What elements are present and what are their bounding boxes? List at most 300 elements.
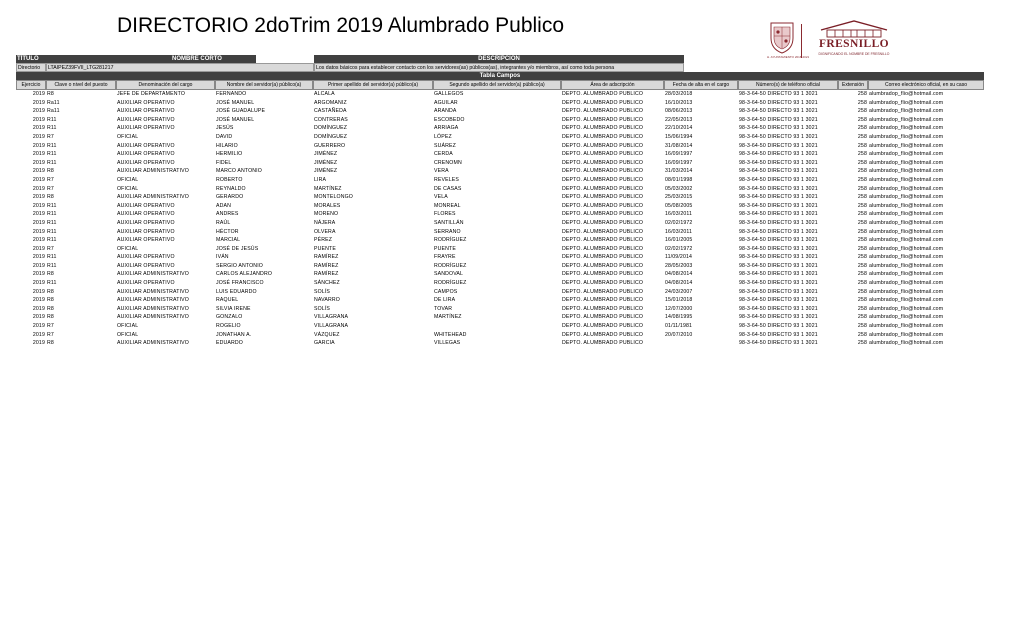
telefono-cell: 98-3-64-50 DIRECTO 93 1 3021 [739,142,818,149]
area-cell: DEPTO. ALUMBRADO PUBLICO [562,125,644,132]
fecha-alta-cell: 02/02/1972 [665,245,693,252]
table-row [16,99,984,108]
nombre-cell: MARCIAL [216,237,241,244]
area-cell: DEPTO. ALUMBRADO PUBLICO [562,280,644,287]
fecha-alta-cell: 28/03/2018 [665,91,693,97]
col-header: Área de adscripción [561,80,664,90]
clave-cell: R7 [47,185,54,192]
table-row [16,167,984,176]
telefono-cell: 98-3-64-50 DIRECTO 93 1 3021 [739,340,818,347]
fecha-alta-cell: 16/10/2013 [665,99,693,106]
fecha-alta-cell: 16/01/2005 [665,237,693,244]
nombre-cell: JONATHAN A. [216,331,252,338]
table-row [16,253,984,262]
nombre-cell: JOSÉ GUADALUPE [216,108,266,115]
ejercicio-cell: 2019 [32,91,45,97]
building-icon [815,20,893,38]
clave-cell: R8 [47,340,54,347]
ejercicio-cell: 2019 [32,237,45,244]
email-cell: alumbradop_flio@hotmail.com [869,159,944,166]
fecha-alta-cell: 01/11/1981 [665,323,693,330]
clave-cell: R8 [47,194,54,201]
clave-cell: R11 [47,262,57,269]
cargo-cell: AUXILIAR OPERATIVO [117,142,175,149]
nombre-cell: FERNANDO [216,91,247,97]
clave-cell: R7 [47,323,54,330]
area-cell: DEPTO. ALUMBRADO PUBLICO [562,142,644,149]
clave-cell: R11 [47,151,57,158]
telefono-cell: 98-3-64-50 DIRECTO 93 1 3021 [739,297,818,304]
segundo-apellido-cell: DE LIRA [434,297,456,304]
cargo-cell: AUXILIAR OPERATIVO [117,151,175,158]
table-row [16,90,984,99]
table-row [16,270,984,279]
email-cell: alumbradop_flio@hotmail.com [869,108,944,115]
email-cell: alumbradop_flio@hotmail.com [869,228,944,235]
primer-apellido-cell: SOLÍS [314,305,331,312]
segundo-apellido-cell: CRENOMN [434,159,462,166]
email-cell: alumbradop_flio@hotmail.com [869,202,944,209]
nombre-cell: RAQUEL [216,297,239,304]
clave-cell: R7 [47,331,54,338]
segundo-apellido-cell: WHITEHEAD [434,331,467,338]
cargo-cell: AUXILIAR ADMINISTRATIVO [117,314,189,321]
table-row [16,279,984,288]
ejercicio-cell: 2019 [32,159,45,166]
col-header: Primer apellido del servidor(a) público(a) [313,80,433,90]
cargo-cell: AUXILIAR OPERATIVO [117,228,175,235]
col-header: Ejercicio [16,80,46,90]
area-cell: DEPTO. ALUMBRADO PUBLICO [562,194,644,201]
table-row [16,305,984,314]
primer-apellido-cell: RAMÍREZ [314,271,339,278]
nombre-cell: HERMILIO [216,151,243,158]
email-cell: alumbradop_flio@hotmail.com [869,271,944,278]
clave-cell: R11 [47,219,57,226]
table-row [16,210,984,219]
area-cell: DEPTO. ALUMBRADO PUBLICO [562,151,644,158]
segundo-apellido-cell [433,322,561,331]
extension-cell: 258 [857,142,867,149]
ejercicio-cell: 2019 [32,271,45,278]
extension-cell: 258 [857,314,867,321]
clave-cell: R11 [47,202,57,209]
col-header: Denominación del cargo [116,80,215,90]
table-row [16,150,984,159]
ejercicio-cell: 2019 [32,245,45,252]
area-cell: DEPTO. ALUMBRADO PUBLICO [562,314,644,321]
extension-cell: 258 [857,280,867,287]
telefono-cell: 98-3-64-50 DIRECTO 93 1 3021 [739,228,818,235]
directory-table [16,90,984,348]
ejercicio-cell: 2019 [32,108,45,115]
segundo-apellido-cell: RODRÍGUEZ [434,262,467,269]
directory-rows [16,90,984,348]
area-cell: DEPTO. ALUMBRADO PUBLICO [562,168,644,175]
table-row [16,288,984,297]
primer-apellido-cell: MORALES [314,202,341,209]
clave-cell: R11 [47,280,57,287]
fecha-alta-cell: 28/05/2003 [665,262,693,269]
extension-cell: 258 [857,228,867,235]
fecha-alta-cell: 16/03/2011 [665,228,693,235]
telefono-cell: 98-3-64-50 DIRECTO 93 1 3021 [739,151,818,158]
primer-apellido-cell: MARTÍNEZ [314,185,342,192]
primer-apellido-cell: JIMÉNEZ [314,159,338,166]
email-cell: alumbradop_flio@hotmail.com [869,288,944,295]
email-cell: alumbradop_flio@hotmail.com [869,305,944,312]
email-cell: alumbradop_flio@hotmail.com [869,211,944,218]
fecha-alta-cell: 20/07/2010 [665,331,693,338]
ejercicio-cell: 2019 [32,142,45,149]
area-cell: DEPTO. ALUMBRADO PUBLICO [562,262,644,269]
area-cell: DEPTO. ALUMBRADO PUBLICO [562,91,644,97]
clave-cell: R7 [47,176,54,183]
table-row [16,124,984,133]
area-cell: DEPTO. ALUMBRADO PUBLICO [562,159,644,166]
ejercicio-cell: 2019 [32,280,45,287]
extension-cell: 258 [857,116,867,123]
segundo-apellido-cell: MONREAL [434,202,461,209]
clave-cell: R11 [47,254,57,261]
email-cell: alumbradop_flio@hotmail.com [869,280,944,287]
nombre-cell: JOSÉ DE JESÚS [216,245,259,252]
telefono-cell: 98-3-64-50 DIRECTO 93 1 3021 [739,254,818,261]
primer-apellido-cell: JIMÉNEZ [314,151,338,158]
ejercicio-cell: 2019 [32,297,45,304]
fecha-alta-cell: 15/01/2018 [665,297,693,304]
primer-apellido-cell: LIRA [314,176,327,183]
nombre-cell: JOSÉ MANUEL [216,116,255,123]
clave-cell: R8 [47,314,54,321]
cargo-cell: AUXILIAR ADMINISTRATIVO [117,168,189,175]
cargo-cell: AUXILIAR OPERATIVO [117,280,175,287]
telefono-cell: 98-3-64-50 DIRECTO 93 1 3021 [739,245,818,252]
primer-apellido-cell: ARGOMANIZ [314,99,347,106]
email-cell: alumbradop_flio@hotmail.com [869,331,944,338]
cargo-cell: AUXILIAR OPERATIVO [117,108,175,115]
primer-apellido-cell: ALCALA [314,91,335,97]
clave-cell: R11 [47,211,57,218]
email-cell: alumbradop_flio@hotmail.com [869,340,944,347]
nombre-cell: SERGIO ANTONIO [216,262,263,269]
cargo-cell: OFICIAL [117,176,139,183]
segundo-apellido-cell: CERDA [434,151,453,158]
titulo-label: TÍTULO [16,55,138,63]
ejercicio-cell: 2019 [32,305,45,312]
col-header: Fecha de alta en el cargo [664,80,738,90]
area-cell: DEPTO. ALUMBRADO PUBLICO [562,108,644,115]
email-cell: alumbradop_flio@hotmail.com [869,142,944,149]
extension-cell: 258 [857,323,867,330]
nombre-cell: REYNALDO [216,185,246,192]
segundo-apellido-cell: VELA [434,194,448,201]
fecha-alta-cell: 16/09/1997 [665,151,693,158]
descripcion-value: Los datos básicos para establecer contacto con los servidores(as) públicos(as), integrantes y/o miembros, así como toda persona [314,63,684,72]
cargo-cell: AUXILIAR ADMINISTRATIVO [117,340,189,347]
primer-apellido-cell: SOLÍS [314,288,331,295]
extension-cell: 258 [857,125,867,132]
telefono-cell: 98-3-64-50 DIRECTO 93 1 3021 [739,99,818,106]
nombre-cell: GONZALO [216,314,243,321]
table-row [16,116,984,125]
header-labels-row [16,55,984,63]
segundo-apellido-cell: REVELES [434,176,459,183]
extension-cell: 258 [857,297,867,304]
area-cell: DEPTO. ALUMBRADO PUBLICO [562,331,644,338]
col-header: Extensión [838,80,868,90]
cargo-cell: AUXILIAR OPERATIVO [117,125,175,132]
table-row [16,322,984,331]
telefono-cell: 98-3-64-50 DIRECTO 93 1 3021 [739,91,818,97]
primer-apellido-cell: GUERRERO [314,142,346,149]
cargo-cell: AUXILIAR ADMINISTRATIVO [117,288,189,295]
email-cell: alumbradop_flio@hotmail.com [869,245,944,252]
clave-cell: R7 [47,245,54,252]
primer-apellido-cell: NAVARRO [314,297,340,304]
email-cell: alumbradop_flio@hotmail.com [869,116,944,123]
ejercicio-cell: 2019 [32,288,45,295]
primer-apellido-cell: PÉREZ [314,237,333,244]
segundo-apellido-cell: DE CASAS [434,185,462,192]
telefono-cell: 98-3-64-50 DIRECTO 93 1 3021 [739,159,818,166]
segundo-apellido-cell: RODRÍGUEZ [434,280,467,287]
nombre-cell: JESÚS [216,125,234,132]
clave-cell: R8 [47,288,54,295]
area-cell: DEPTO. ALUMBRADO PUBLICO [562,185,644,192]
email-cell: alumbradop_flio@hotmail.com [869,176,944,183]
fecha-alta-cell: 08/06/2013 [665,108,693,115]
extension-cell: 258 [857,202,867,209]
telefono-cell: 98-3-64-50 DIRECTO 93 1 3021 [739,305,818,312]
nombre-cell: CARLOS ALEJANDRO [216,271,273,278]
col-header: Clave o nivel del puesto [46,80,116,90]
primer-apellido-cell: DOMÍNGUEZ [314,125,348,132]
nombre-cell: ROGELIO [216,323,241,330]
ejercicio-cell: 2019 [32,331,45,338]
primer-apellido-cell: RAMÍREZ [314,262,339,269]
segundo-apellido-cell: VILLEGAS [434,340,461,347]
telefono-cell: 98-3-64-50 DIRECTO 93 1 3021 [739,133,818,140]
email-cell: alumbradop_flio@hotmail.com [869,237,944,244]
extension-cell: 258 [857,331,867,338]
email-cell: alumbradop_flio@hotmail.com [869,168,944,175]
cargo-cell: AUXILIAR OPERATIVO [117,99,175,106]
col-header: Correo electrónico oficial, en su caso [868,80,984,90]
primer-apellido-cell: CONTRERAS [314,116,348,123]
extension-cell: 258 [857,262,867,269]
nombre-corto-label: NOMBRE CORTO [138,55,256,63]
segundo-apellido-cell: SANDOVAL [434,271,464,278]
fecha-alta-cell: 31/08/2014 [665,142,693,149]
ejercicio-cell: 2019 [32,219,45,226]
area-cell: DEPTO. ALUMBRADO PUBLICO [562,202,644,209]
table-row [16,236,984,245]
cargo-cell: AUXILIAR ADMINISTRATIVO [117,271,189,278]
table-row [16,193,984,202]
nombre-cell: GERARDO [216,194,244,201]
email-cell: alumbradop_flio@hotmail.com [869,185,944,192]
clave-cell: R11 [47,125,57,132]
extension-cell: 258 [857,168,867,175]
fecha-alta-cell: 02/02/1972 [665,219,693,226]
area-cell: DEPTO. ALUMBRADO PUBLICO [562,305,644,312]
nombre-cell: IVÁN [216,254,229,261]
extension-cell: 258 [857,219,867,226]
area-cell: DEPTO. ALUMBRADO PUBLICO [562,237,644,244]
extension-cell: 258 [857,245,867,252]
header-values-row [16,63,984,72]
table-row [16,339,984,348]
ejercicio-cell: 2019 [32,211,45,218]
cargo-cell: AUXILIAR ADMINISTRATIVO [117,297,189,304]
titulo-value: Directorio [16,63,46,72]
col-header: Número(s) de teléfono oficial [738,80,838,90]
email-cell: alumbradop_flio@hotmail.com [869,297,944,304]
extension-cell: 258 [857,185,867,192]
fecha-alta-cell: 04/08/2014 [665,280,693,287]
email-cell: alumbradop_flio@hotmail.com [869,133,944,140]
extension-cell: 258 [857,288,867,295]
ejercicio-cell: 2019 [32,99,45,106]
ejercicio-cell: 2019 [32,314,45,321]
clave-cell: R8 [47,168,54,175]
ejercicio-cell: 2019 [32,202,45,209]
table-row [16,331,984,340]
descripcion-label: DESCRIPCIÓN [314,55,684,63]
table-row [16,202,984,211]
clave-cell: R8 [47,305,54,312]
nombre-cell: HÉCTOR [216,228,239,235]
area-cell: DEPTO. ALUMBRADO PUBLICO [562,323,644,330]
telefono-cell: 98-3-64-50 DIRECTO 93 1 3021 [739,314,818,321]
extension-cell: 258 [857,340,867,347]
segundo-apellido-cell: VERA [434,168,449,175]
fecha-alta-cell: 24/03/2007 [665,288,693,295]
table-row [16,142,984,151]
cargo-cell: AUXILIAR OPERATIVO [117,237,175,244]
table-row [16,228,984,237]
area-cell: DEPTO. ALUMBRADO PUBLICO [562,219,644,226]
nombre-cell: MARCO ANTONIO [216,168,262,175]
segundo-apellido-cell: ARANDA [434,108,457,115]
email-cell: alumbradop_flio@hotmail.com [869,151,944,158]
cargo-cell: AUXILIAR ADMINISTRATIVO [117,194,189,201]
nombre-cell: HILARIO [216,142,238,149]
primer-apellido-cell: RAMÍREZ [314,254,339,261]
primer-apellido-cell: PUENTE [314,245,336,252]
fecha-alta-cell: 16/09/1997 [665,159,693,166]
email-cell: alumbradop_flio@hotmail.com [869,323,944,330]
email-cell: alumbradop_flio@hotmail.com [869,254,944,261]
table-row [16,107,984,116]
segundo-apellido-cell: SUÁREZ [434,142,456,149]
page-title: DIRECTORIO 2doTrim 2019 Alumbrado Publico [117,14,565,37]
tabla-campos-band: Tabla Campos [16,72,984,80]
extension-cell: 258 [857,91,867,97]
fecha-alta-cell: 14/08/1995 [665,314,693,321]
telefono-cell: 98-3-64-50 DIRECTO 93 1 3021 [739,202,818,209]
clave-cell: R11 [47,159,57,166]
primer-apellido-cell: SÁNCHEZ [314,280,340,287]
telefono-cell: 98-3-64-50 DIRECTO 93 1 3021 [739,237,818,244]
table-row [16,185,984,194]
table-row [16,245,984,254]
ejercicio-cell: 2019 [32,176,45,183]
extension-cell: 258 [857,176,867,183]
col-header: Segundo apellido del servidor(a) público(a) [433,80,561,90]
nombre-cell: EDUARDO [216,340,243,347]
nombre-corto-value: LTAIPEZ39FVII_LTG281217 [46,63,314,72]
cargo-cell: AUXILIAR OPERATIVO [117,159,175,166]
clave-cell: R11 [47,142,57,149]
cargo-cell: AUXILIAR OPERATIVO [117,219,175,226]
clave-cell: R11 [47,228,57,235]
extension-cell: 258 [857,237,867,244]
extension-cell: 258 [857,194,867,201]
telefono-cell: 98-3-64-50 DIRECTO 93 1 3021 [739,288,818,295]
primer-apellido-cell: CASTAÑEDA [314,108,347,115]
extension-cell: 258 [857,151,867,158]
clave-cell: R8 [47,91,54,97]
clave-cell: R11 [47,237,57,244]
seal-caption: H. AYUNTAMIENTO 2018-2021 [767,55,810,59]
col-header: Nombre del servidor(a) público(a) [215,80,313,90]
brand-name: FRESNILLO [818,38,890,50]
table-row [16,313,984,322]
cargo-cell: AUXILIAR OPERATIVO [117,116,175,123]
fecha-alta-cell: 05/08/2005 [665,202,693,209]
clave-cell: Ra11 [47,108,60,115]
primer-apellido-cell: VILLAGRANA [314,314,349,321]
primer-apellido-cell: VILLAGRANA [314,323,349,330]
cargo-cell: OFICIAL [117,133,139,140]
fecha-alta-cell: 16/03/2011 [665,211,693,218]
ejercicio-cell: 2019 [32,262,45,269]
clave-cell: R7 [47,133,54,140]
area-cell: DEPTO. ALUMBRADO PUBLICO [562,133,644,140]
area-cell: DEPTO. ALUMBRADO PUBLICO [562,297,644,304]
primer-apellido-cell: MONTELONGO [314,194,353,201]
segundo-apellido-cell: FLORES [434,211,456,218]
telefono-cell: 98-3-64-50 DIRECTO 93 1 3021 [739,280,818,287]
telefono-cell: 98-3-64-50 DIRECTO 93 1 3021 [739,262,818,269]
ejercicio-cell: 2019 [32,125,45,132]
segundo-apellido-cell: ESCOBEDO [434,116,465,123]
column-header-row [16,80,984,90]
nombre-cell: JOSÉ MANUEL [216,99,255,106]
primer-apellido-cell: MORENO [314,211,339,218]
telefono-cell: 98-3-64-50 DIRECTO 93 1 3021 [739,125,818,132]
primer-apellido-cell: GARCIA [314,340,335,347]
cargo-cell: OFICIAL [117,185,139,192]
table-row [16,219,984,228]
email-cell: alumbradop_flio@hotmail.com [869,125,944,132]
area-cell: DEPTO. ALUMBRADO PUBLICO [562,176,644,183]
nombre-cell: ADAN [216,202,232,209]
fecha-alta-cell: 04/08/2014 [665,271,693,278]
nombre-cell: LUIS EDUARDO [216,288,257,295]
fecha-alta-cell: 12/07/2000 [665,305,693,312]
cargo-cell: JEFE DE DEPARTAMENTO [117,91,186,97]
ejercicio-cell: 2019 [32,254,45,261]
clave-cell: R8 [47,297,54,304]
clave-cell: R11 [47,116,57,123]
clave-cell: R8 [47,271,54,278]
primer-apellido-cell: VÁZQUEZ [314,331,340,338]
ejercicio-cell: 2019 [32,133,45,140]
cargo-cell: AUXILIAR OPERATIVO [117,211,175,218]
